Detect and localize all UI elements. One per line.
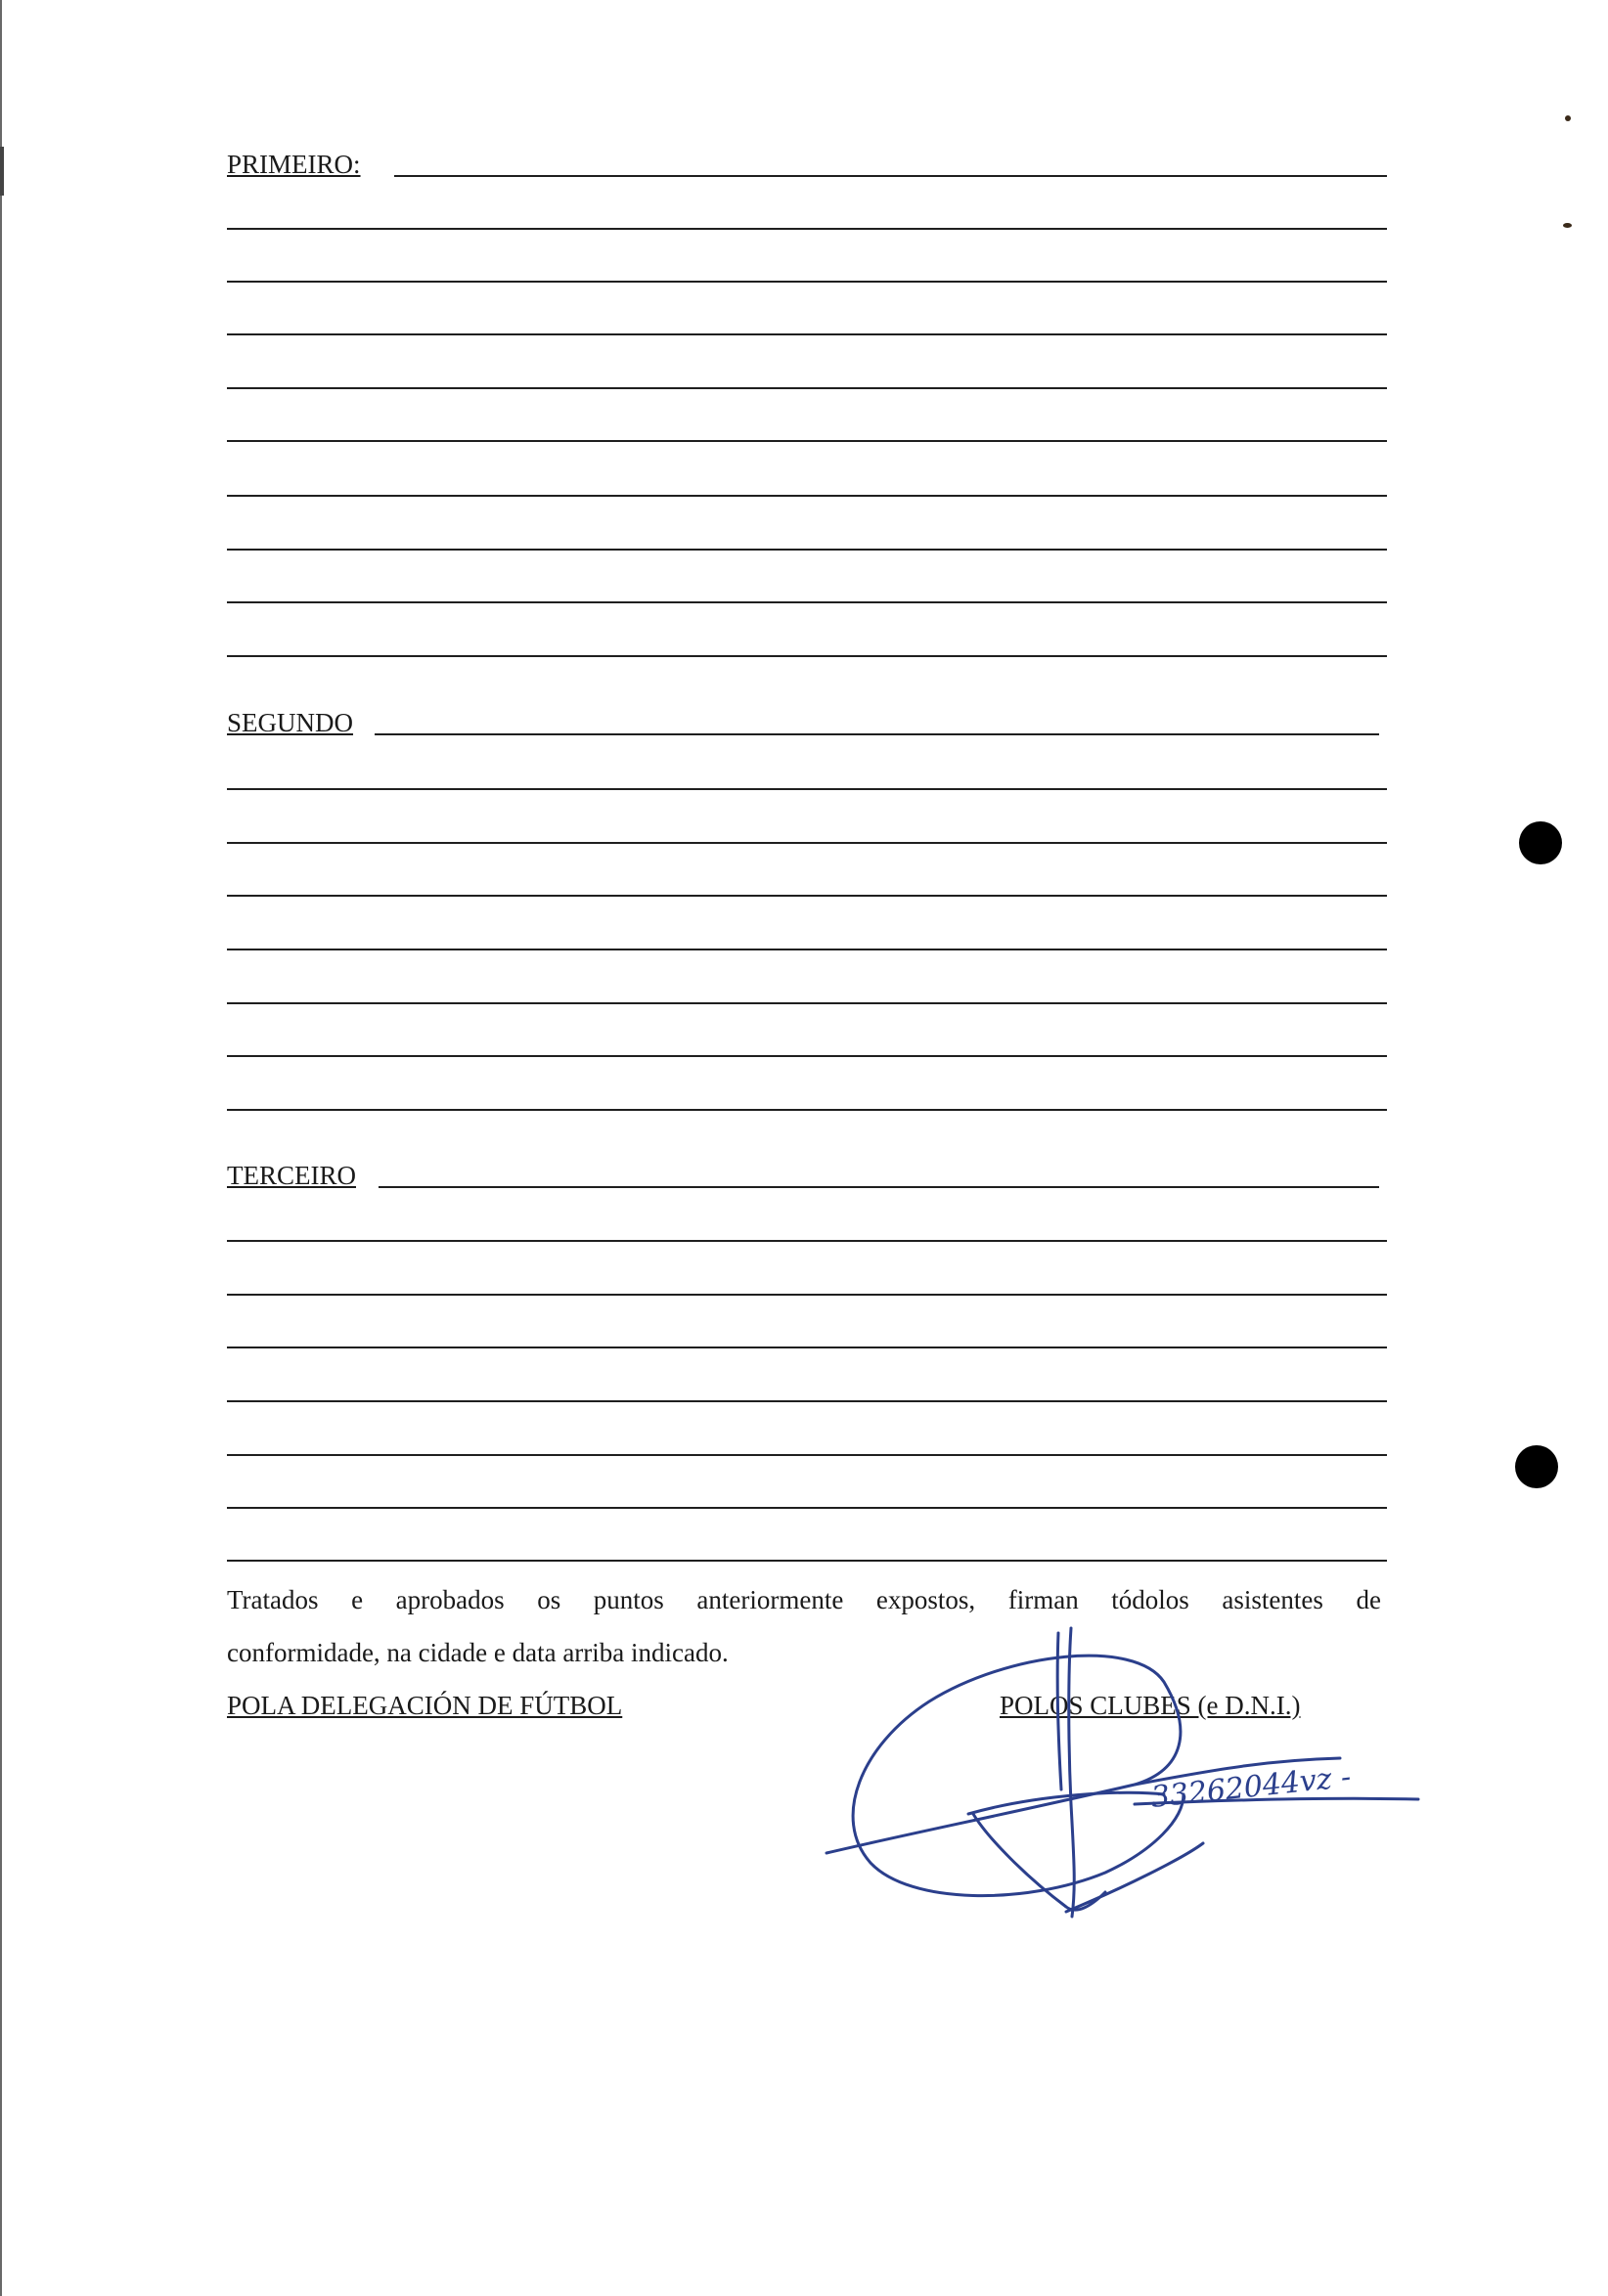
closing-line-2: conformidade, na cidade e data arriba indicado. (227, 1638, 729, 1667)
fill-line (227, 1507, 1387, 1509)
fill-line (227, 1294, 1387, 1296)
closing-word: asistentes (1222, 1585, 1323, 1614)
fill-line (227, 601, 1387, 603)
fill-line (227, 387, 1387, 389)
scan-edge-mark (0, 147, 4, 196)
closing-word: anteriormente (696, 1585, 844, 1614)
closing-word: aprobados (395, 1585, 505, 1614)
fill-line (375, 733, 1379, 735)
closing-word: e (351, 1585, 364, 1614)
signature-stroke (1069, 1628, 1074, 1917)
fill-line (227, 1055, 1387, 1057)
fill-line (227, 495, 1387, 497)
fill-line (227, 1240, 1387, 1242)
fill-line (227, 949, 1387, 950)
closing-word: os (537, 1585, 561, 1614)
fill-line (227, 1454, 1387, 1456)
fill-line (227, 788, 1387, 790)
scan-edge-left (0, 0, 2, 2296)
fill-line (227, 1347, 1387, 1348)
fill-line (227, 655, 1387, 657)
scan-speck (1563, 223, 1572, 228)
fill-line (227, 333, 1387, 335)
handwritten-signature (812, 1594, 1438, 1936)
fill-line (227, 1560, 1387, 1562)
scan-speck (1565, 115, 1571, 121)
closing-word: puntos (593, 1585, 664, 1614)
fill-line (227, 1002, 1387, 1004)
fill-line (227, 440, 1387, 442)
fill-line (227, 549, 1387, 551)
section-label-segundo: SEGUNDO (227, 708, 354, 737)
punch-hole (1519, 821, 1562, 864)
delegacion-signature-label: POLA DELEGACIÓN DE FÚTBOL (227, 1691, 623, 1720)
section-label-primeiro: PRIMEIRO: (227, 150, 361, 179)
section-label-terceiro: TERCEIRO (227, 1161, 356, 1190)
fill-line (227, 228, 1387, 230)
fill-line (227, 1109, 1387, 1111)
clubes-signature-label: POLOS CLUBES (e D.N.I.) (1000, 1691, 1301, 1720)
closing-word: firman (1007, 1585, 1079, 1614)
dni-handwritten-text: 33262044vz - (1149, 1759, 1353, 1815)
closing-word: expostos, (875, 1585, 976, 1614)
signature-stroke (853, 1656, 1184, 1895)
fill-line (227, 895, 1387, 897)
closing-word: tódolos (1111, 1585, 1189, 1614)
fill-line (227, 1400, 1387, 1402)
closing-word: Tratados (227, 1585, 319, 1614)
fill-line (394, 175, 1387, 177)
fill-line (227, 281, 1387, 283)
fill-line (227, 842, 1387, 844)
fill-line (379, 1186, 1379, 1188)
closing-word: de (1356, 1585, 1381, 1614)
signature-stroke (1066, 1843, 1203, 1912)
punch-hole (1515, 1445, 1558, 1488)
